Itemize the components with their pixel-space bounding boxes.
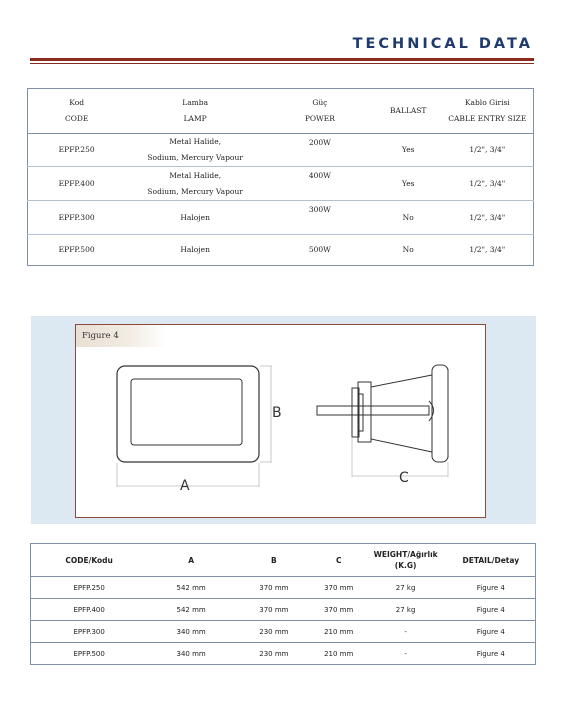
cell-b: 370 mm <box>235 599 313 621</box>
cell-a: 542 mm <box>147 577 235 599</box>
cell-ballast: No <box>402 245 414 254</box>
cell-a: 340 mm <box>176 649 206 658</box>
cell-c: 370 mm <box>313 599 365 621</box>
cell-c: 210 mm <box>324 649 354 658</box>
table-row <box>31 577 536 599</box>
cell-cable: 1/2", 3/4" <box>442 167 534 201</box>
cell-code: EPFP.400 <box>28 167 126 201</box>
dimension-b-label: B <box>272 405 282 421</box>
cell-code: EPFP.400 <box>31 599 148 621</box>
cell-detail: Figure 4 <box>447 577 536 599</box>
table-row <box>31 621 536 643</box>
cell-c: 370 mm <box>313 577 365 599</box>
cell-code: EPFP.300 <box>31 621 148 643</box>
header-b: B <box>235 544 313 577</box>
cell-ballast: No <box>375 201 442 235</box>
lamp-spec-table <box>27 88 534 266</box>
header-cable-entry: Kablo Girisi CABLE ENTRY SIZE <box>442 89 534 134</box>
cell-weight: - <box>404 649 407 658</box>
cell-detail: Figure 4 <box>447 621 536 643</box>
header-code: Kod CODE <box>28 89 126 134</box>
header-power: Güç POWER <box>265 89 375 134</box>
cell-weight: 27 kg <box>365 599 447 621</box>
cell-code: EPFP.250 <box>31 577 148 599</box>
figure-frame <box>75 324 486 518</box>
cell-code: EPFP.500 <box>58 245 95 254</box>
page-title: TECHNICAL DATA <box>352 36 533 52</box>
cell-detail: Figure 4 <box>447 599 536 621</box>
figure-label: Figure 4 <box>76 325 166 347</box>
cell-power: 400W <box>265 167 375 201</box>
cell-weight: 27 kg <box>365 577 447 599</box>
header-code: CODE/Kodu <box>31 544 148 577</box>
cell-power: 500W <box>308 245 331 254</box>
cell-cable: 1/2", 3/4" <box>442 134 534 167</box>
cell-lamp: Metal Halide, Sodium, Mercury Vapour <box>125 167 265 201</box>
side-view <box>317 365 448 462</box>
table-row <box>28 134 534 167</box>
header-a: A <box>147 544 235 577</box>
table-header-row <box>28 89 534 134</box>
cell-lamp: Halojen <box>125 201 265 235</box>
header-lamp: Lamba LAMP <box>125 89 265 134</box>
cell-lamp: Halojen <box>180 245 210 254</box>
floodlight-drawing <box>76 325 485 517</box>
cell-power: 200W <box>265 134 375 167</box>
dimension-table <box>30 543 536 665</box>
header-divider-thin <box>30 63 534 64</box>
cell-b: 230 mm <box>235 621 313 643</box>
cell-code: EPFP.500 <box>73 649 105 658</box>
cell-cable: 1/2", 3/4" <box>469 245 506 254</box>
dimension-a-label: A <box>180 478 190 494</box>
cell-power: 300W <box>265 201 375 235</box>
cell-a: 340 mm <box>147 621 235 643</box>
header-weight: WEIGHT/Ağırlık (K.G) <box>365 544 447 577</box>
table-row <box>28 235 534 266</box>
cell-weight: - <box>365 621 447 643</box>
cell-detail: Figure 4 <box>476 649 505 658</box>
cell-code: EPFP.300 <box>28 201 126 235</box>
header-ballast: BALLAST <box>375 89 442 134</box>
cell-b: 230 mm <box>259 649 289 658</box>
table-row <box>31 643 536 665</box>
table-row <box>28 201 534 235</box>
cell-cable: 1/2", 3/4" <box>442 201 534 235</box>
cell-a: 542 mm <box>147 599 235 621</box>
cell-lamp: Metal Halide, Sodium, Mercury Vapour <box>125 134 265 167</box>
cell-ballast: Yes <box>375 134 442 167</box>
front-view <box>117 366 259 462</box>
header-c: C <box>313 544 365 577</box>
dimension-guides-front <box>117 366 272 487</box>
header-detail: DETAIL/Detay <box>447 544 536 577</box>
dimension-c-label: C <box>399 470 409 486</box>
table-row <box>31 599 536 621</box>
cell-b: 370 mm <box>235 577 313 599</box>
cell-c: 210 mm <box>313 621 365 643</box>
table-row <box>28 167 534 201</box>
cell-code: EPFP.250 <box>28 134 126 167</box>
table-header-row <box>31 544 536 577</box>
cell-ballast: Yes <box>375 167 442 201</box>
header-divider <box>30 58 534 61</box>
